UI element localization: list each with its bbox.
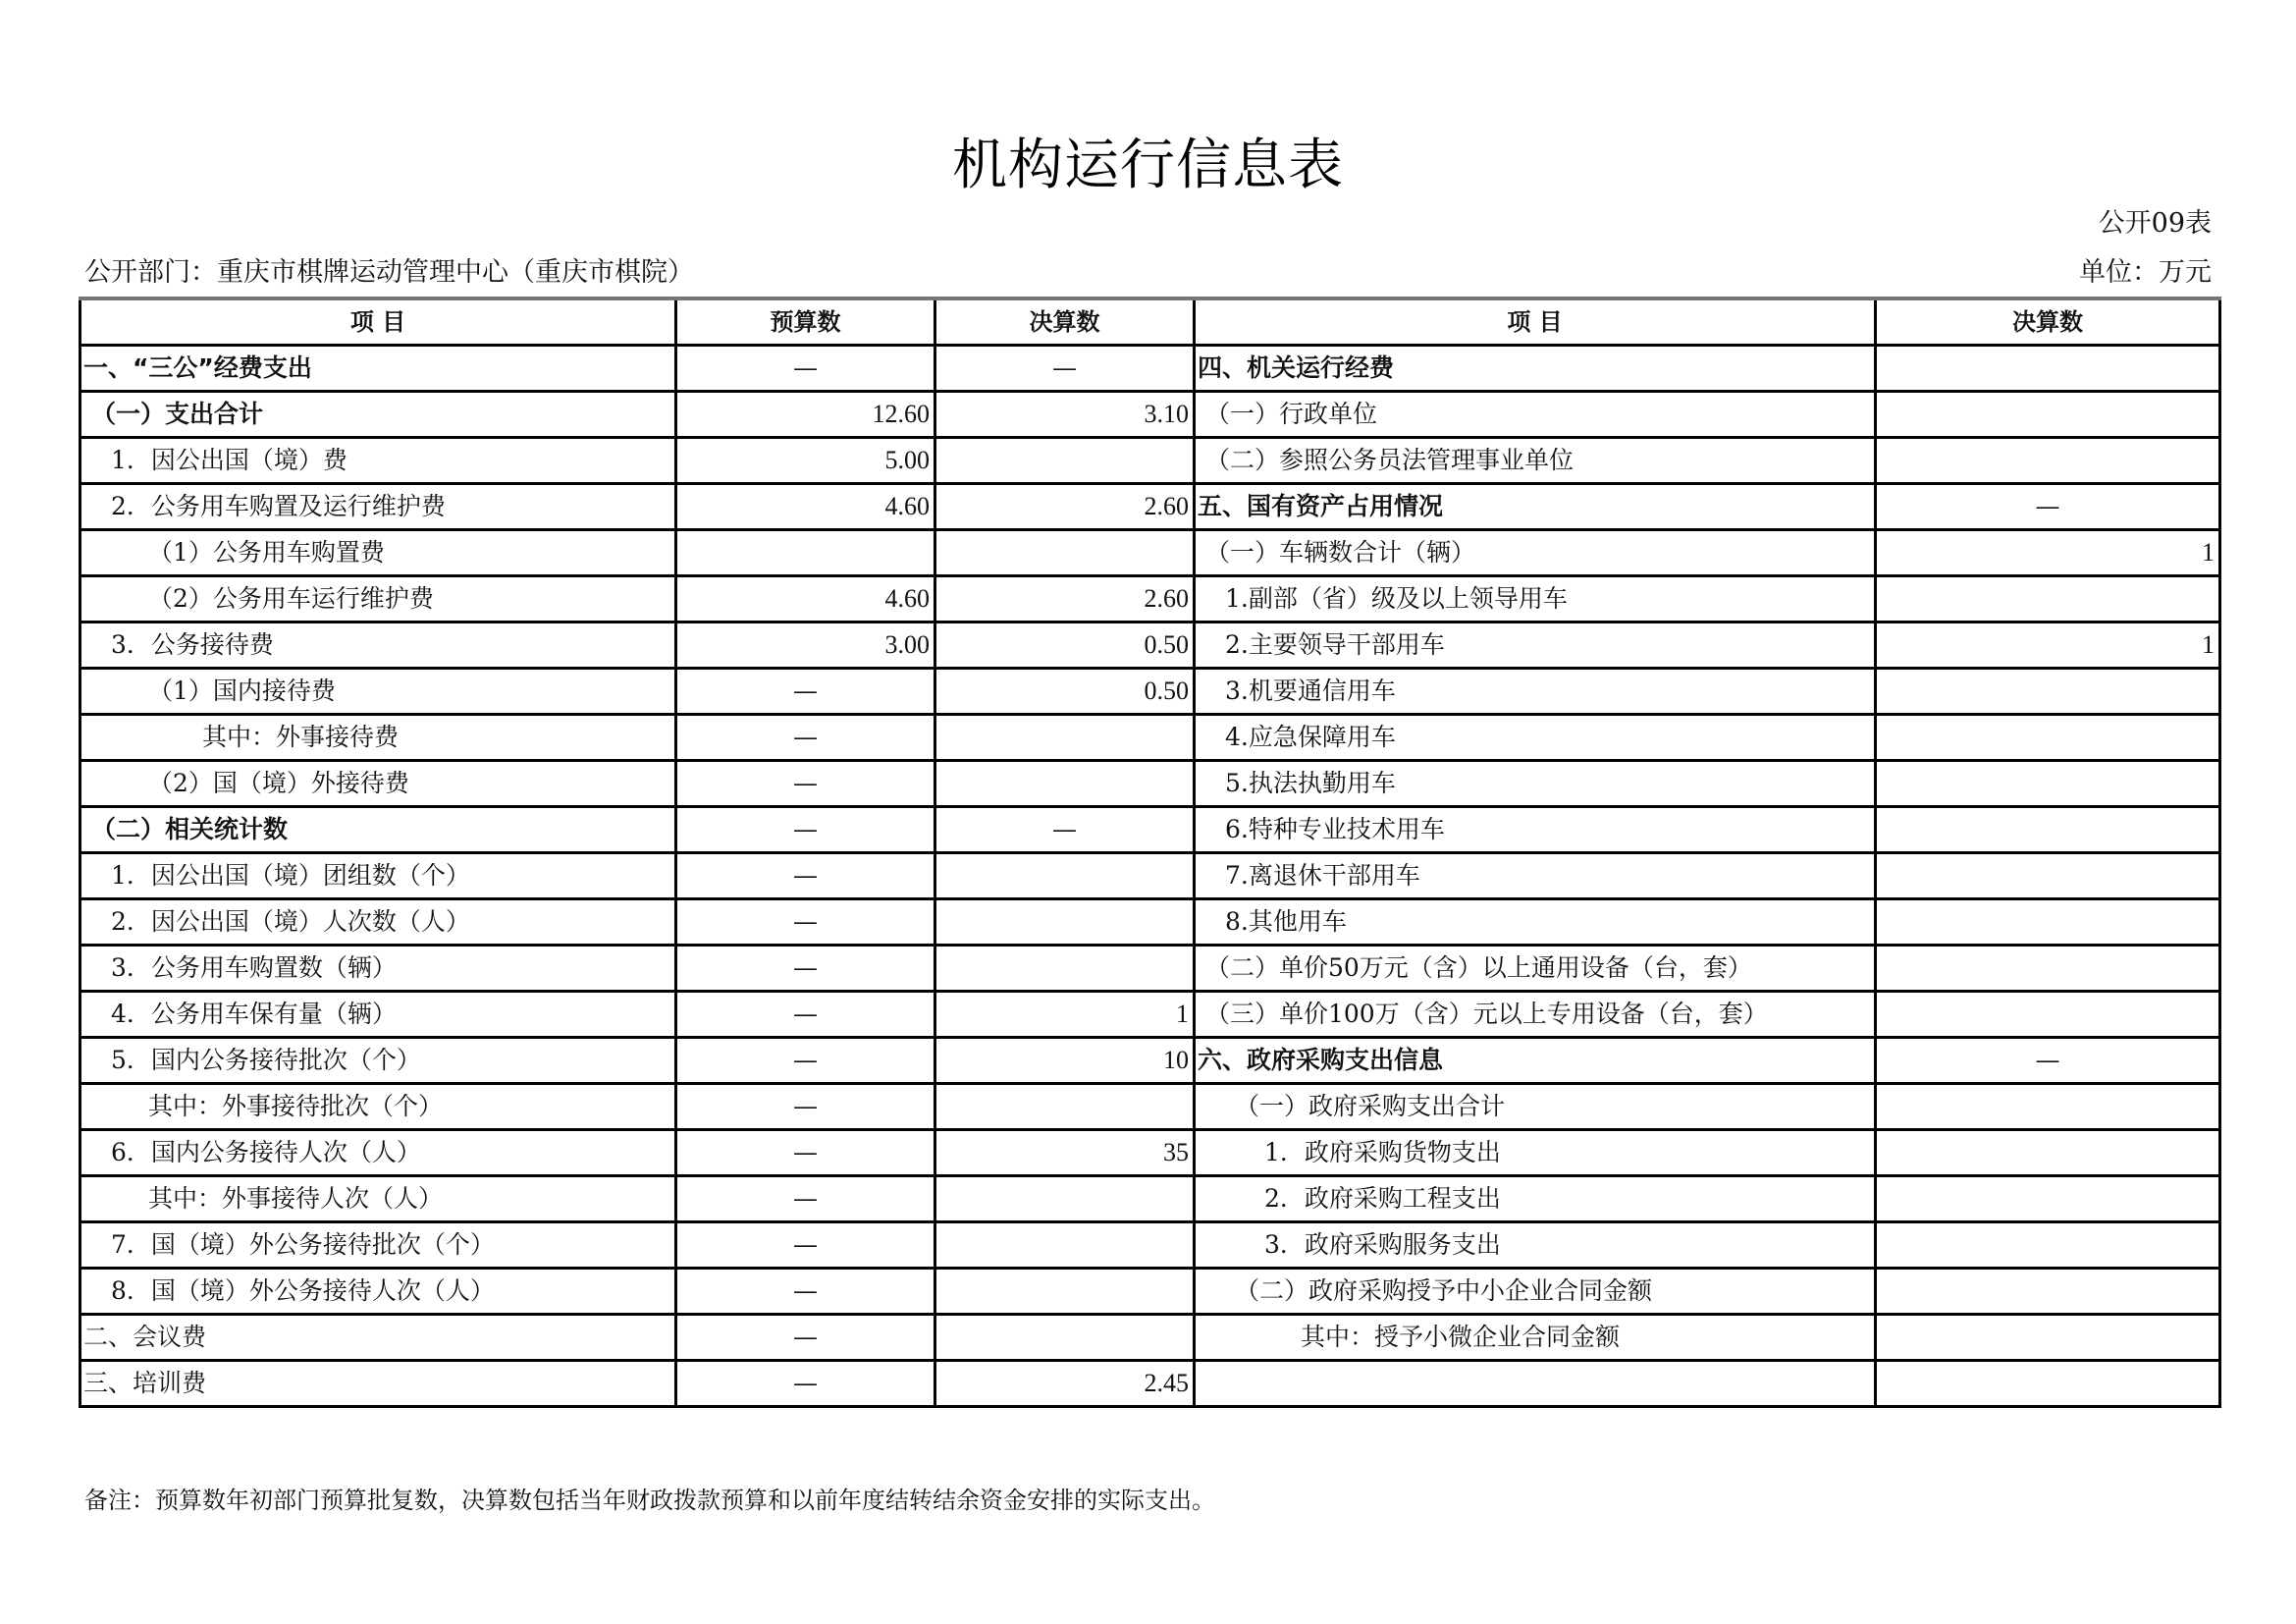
table-row	[80, 438, 2220, 484]
table-row	[80, 1269, 2220, 1315]
final-left-cell: 10	[935, 1038, 1195, 1084]
final-left-cell	[935, 1084, 1195, 1130]
col-header-final-left: 决算数	[935, 298, 1195, 346]
table-row	[80, 1315, 2220, 1361]
item-right-cell: 其中：授予小微企业合同金额	[1195, 1315, 1876, 1361]
item-left-cell: 其中：外事接待费	[80, 715, 676, 761]
final-left-cell: 2.60	[935, 576, 1195, 623]
item-right-cell: （一）车辆数合计（辆）	[1195, 530, 1876, 576]
final-right-cell	[1876, 1269, 2220, 1315]
budget-cell: —	[676, 1361, 935, 1407]
item-right-cell: （二）单价50万元（含）以上通用设备（台，套）	[1195, 946, 1876, 992]
final-right-cell: 1	[1876, 623, 2220, 669]
table-row	[80, 1038, 2220, 1084]
final-left-cell	[935, 530, 1195, 576]
table-row	[80, 807, 2220, 853]
final-left-cell: 1	[935, 992, 1195, 1038]
item-right-cell: （一）政府采购支出合计	[1195, 1084, 1876, 1130]
final-left-cell: 0.50	[935, 669, 1195, 715]
item-right-cell: 5.执法执勤用车	[1195, 761, 1876, 807]
final-right-cell	[1876, 346, 2220, 392]
table-row	[80, 715, 2220, 761]
item-right-cell: 6.特种专业技术用车	[1195, 807, 1876, 853]
final-right-cell	[1876, 1176, 2220, 1222]
item-left-cell: 6．国内公务接待人次（人）	[80, 1130, 676, 1176]
final-left-cell: —	[935, 346, 1195, 392]
table-row	[80, 530, 2220, 576]
final-right-cell	[1876, 1361, 2220, 1407]
table-row	[80, 392, 2220, 438]
final-right-cell	[1876, 1084, 2220, 1130]
budget-cell: —	[676, 1222, 935, 1269]
item-right-cell: （二）参照公务员法管理事业单位	[1195, 438, 1876, 484]
budget-cell: 5.00	[676, 438, 935, 484]
item-right-cell	[1195, 1361, 1876, 1407]
budget-cell: —	[676, 992, 935, 1038]
final-right-cell: —	[1876, 484, 2220, 530]
unit-label: 单位：万元	[2079, 257, 2212, 288]
final-right-cell: —	[1876, 1038, 2220, 1084]
item-left-cell: 8．国（境）外公务接待人次（人）	[80, 1269, 676, 1315]
budget-cell: 3.00	[676, 623, 935, 669]
budget-cell: —	[676, 946, 935, 992]
info-table	[79, 297, 2221, 1408]
budget-cell: —	[676, 807, 935, 853]
table-row	[80, 623, 2220, 669]
budget-cell	[676, 530, 935, 576]
table-row	[80, 1084, 2220, 1130]
final-right-cell	[1876, 992, 2220, 1038]
item-left-cell: 二、会议费	[80, 1315, 676, 1361]
final-right-cell	[1876, 1315, 2220, 1361]
budget-cell: —	[676, 1084, 935, 1130]
item-left-cell: （1）公务用车购置费	[80, 530, 676, 576]
item-left-cell: （二）相关统计数	[80, 807, 676, 853]
item-right-cell: 7.离退休干部用车	[1195, 853, 1876, 899]
final-right-cell	[1876, 853, 2220, 899]
item-left-cell: 5．国内公务接待批次（个）	[80, 1038, 676, 1084]
final-right-cell	[1876, 761, 2220, 807]
item-right-cell: 3．政府采购服务支出	[1195, 1222, 1876, 1269]
item-right-cell: 1.副部（省）级及以上领导用车	[1195, 576, 1876, 623]
item-right-cell: 六、政府采购支出信息	[1195, 1038, 1876, 1084]
final-left-cell: 35	[935, 1130, 1195, 1176]
item-left-cell: 3．公务接待费	[80, 623, 676, 669]
budget-cell: —	[676, 1130, 935, 1176]
item-right-cell: 2.主要领导干部用车	[1195, 623, 1876, 669]
table-header-row	[80, 298, 2220, 346]
budget-cell: —	[676, 1176, 935, 1222]
department-label: 公开部门：重庆市棋牌运动管理中心（重庆市棋院）	[84, 257, 694, 288]
budget-cell: —	[676, 1269, 935, 1315]
table-row	[80, 761, 2220, 807]
final-left-cell: 0.50	[935, 623, 1195, 669]
item-left-cell: 一、“三公”经费支出	[80, 346, 676, 392]
table-row	[80, 484, 2220, 530]
table-row	[80, 899, 2220, 946]
budget-cell: —	[676, 899, 935, 946]
budget-cell: —	[676, 761, 935, 807]
table-row	[80, 946, 2220, 992]
final-left-cell	[935, 899, 1195, 946]
final-right-cell	[1876, 669, 2220, 715]
final-left-cell: 2.45	[935, 1361, 1195, 1407]
budget-cell: —	[676, 1315, 935, 1361]
final-right-cell	[1876, 899, 2220, 946]
final-left-cell: —	[935, 807, 1195, 853]
final-right-cell	[1876, 392, 2220, 438]
table-row	[80, 992, 2220, 1038]
item-left-cell: 2．公务用车购置及运行维护费	[80, 484, 676, 530]
final-left-cell: 2.60	[935, 484, 1195, 530]
item-right-cell: 8.其他用车	[1195, 899, 1876, 946]
final-left-cell	[935, 1315, 1195, 1361]
final-right-cell	[1876, 438, 2220, 484]
budget-cell: —	[676, 715, 935, 761]
item-right-cell: 五、国有资产占用情况	[1195, 484, 1876, 530]
final-right-cell	[1876, 946, 2220, 992]
budget-cell: —	[676, 346, 935, 392]
final-left-cell	[935, 715, 1195, 761]
final-left-cell	[935, 438, 1195, 484]
item-left-cell: 7．国（境）外公务接待批次（个）	[80, 1222, 676, 1269]
final-right-cell	[1876, 807, 2220, 853]
table-row	[80, 1222, 2220, 1269]
final-right-cell: 1	[1876, 530, 2220, 576]
item-left-cell: 其中：外事接待人次（人）	[80, 1176, 676, 1222]
final-left-cell	[935, 1222, 1195, 1269]
item-right-cell: （一）行政单位	[1195, 392, 1876, 438]
item-left-cell: 三、培训费	[80, 1361, 676, 1407]
col-header-item-right: 项 目	[1195, 298, 1876, 346]
item-left-cell: 1．因公出国（境）费	[80, 438, 676, 484]
item-right-cell: 4.应急保障用车	[1195, 715, 1876, 761]
col-header-final-right: 决算数	[1876, 298, 2220, 346]
budget-cell: 4.60	[676, 576, 935, 623]
table-row	[80, 1176, 2220, 1222]
final-right-cell	[1876, 576, 2220, 623]
budget-cell: 4.60	[676, 484, 935, 530]
item-right-cell: 四、机关运行经费	[1195, 346, 1876, 392]
final-left-cell	[935, 1176, 1195, 1222]
table-row	[80, 853, 2220, 899]
item-left-cell: 2．因公出国（境）人次数（人）	[80, 899, 676, 946]
final-right-cell	[1876, 715, 2220, 761]
final-left-cell	[935, 761, 1195, 807]
budget-cell: 12.60	[676, 392, 935, 438]
item-right-cell: 2．政府采购工程支出	[1195, 1176, 1876, 1222]
item-left-cell: （1）国内接待费	[80, 669, 676, 715]
item-left-cell: （2）国（境）外接待费	[80, 761, 676, 807]
table-row	[80, 1361, 2220, 1407]
table-row	[80, 669, 2220, 715]
budget-cell: —	[676, 853, 935, 899]
footnote: 备注：预算数年初部门预算批复数，决算数包括当年财政拨款预算和以前年度结转结余资金安排的实际支出。	[84, 1487, 1215, 1514]
table-row	[80, 1130, 2220, 1176]
item-right-cell: 1．政府采购货物支出	[1195, 1130, 1876, 1176]
item-left-cell: 4．公务用车保有量（辆）	[80, 992, 676, 1038]
budget-cell: —	[676, 1038, 935, 1084]
final-right-cell	[1876, 1130, 2220, 1176]
item-left-cell: 3．公务用车购置数（辆）	[80, 946, 676, 992]
page-title: 机构运行信息表	[952, 134, 1344, 197]
col-header-budget: 预算数	[676, 298, 935, 346]
budget-cell: —	[676, 669, 935, 715]
final-left-cell: 3.10	[935, 392, 1195, 438]
item-left-cell: 1．因公出国（境）团组数（个）	[80, 853, 676, 899]
item-left-cell: （一）支出合计	[80, 392, 676, 438]
item-right-cell: （三）单价100万（含）元以上专用设备（台，套）	[1195, 992, 1876, 1038]
item-left-cell: （2）公务用车运行维护费	[80, 576, 676, 623]
col-header-item-left: 项 目	[80, 298, 676, 346]
final-left-cell	[935, 853, 1195, 899]
item-right-cell: 3.机要通信用车	[1195, 669, 1876, 715]
final-left-cell	[935, 946, 1195, 992]
item-left-cell: 其中：外事接待批次（个）	[80, 1084, 676, 1130]
final-right-cell	[1876, 1222, 2220, 1269]
table-row	[80, 346, 2220, 392]
form-number: 公开09表	[2098, 208, 2212, 239]
table-row	[80, 576, 2220, 623]
final-left-cell	[935, 1269, 1195, 1315]
item-right-cell: （二）政府采购授予中小企业合同金额	[1195, 1269, 1876, 1315]
